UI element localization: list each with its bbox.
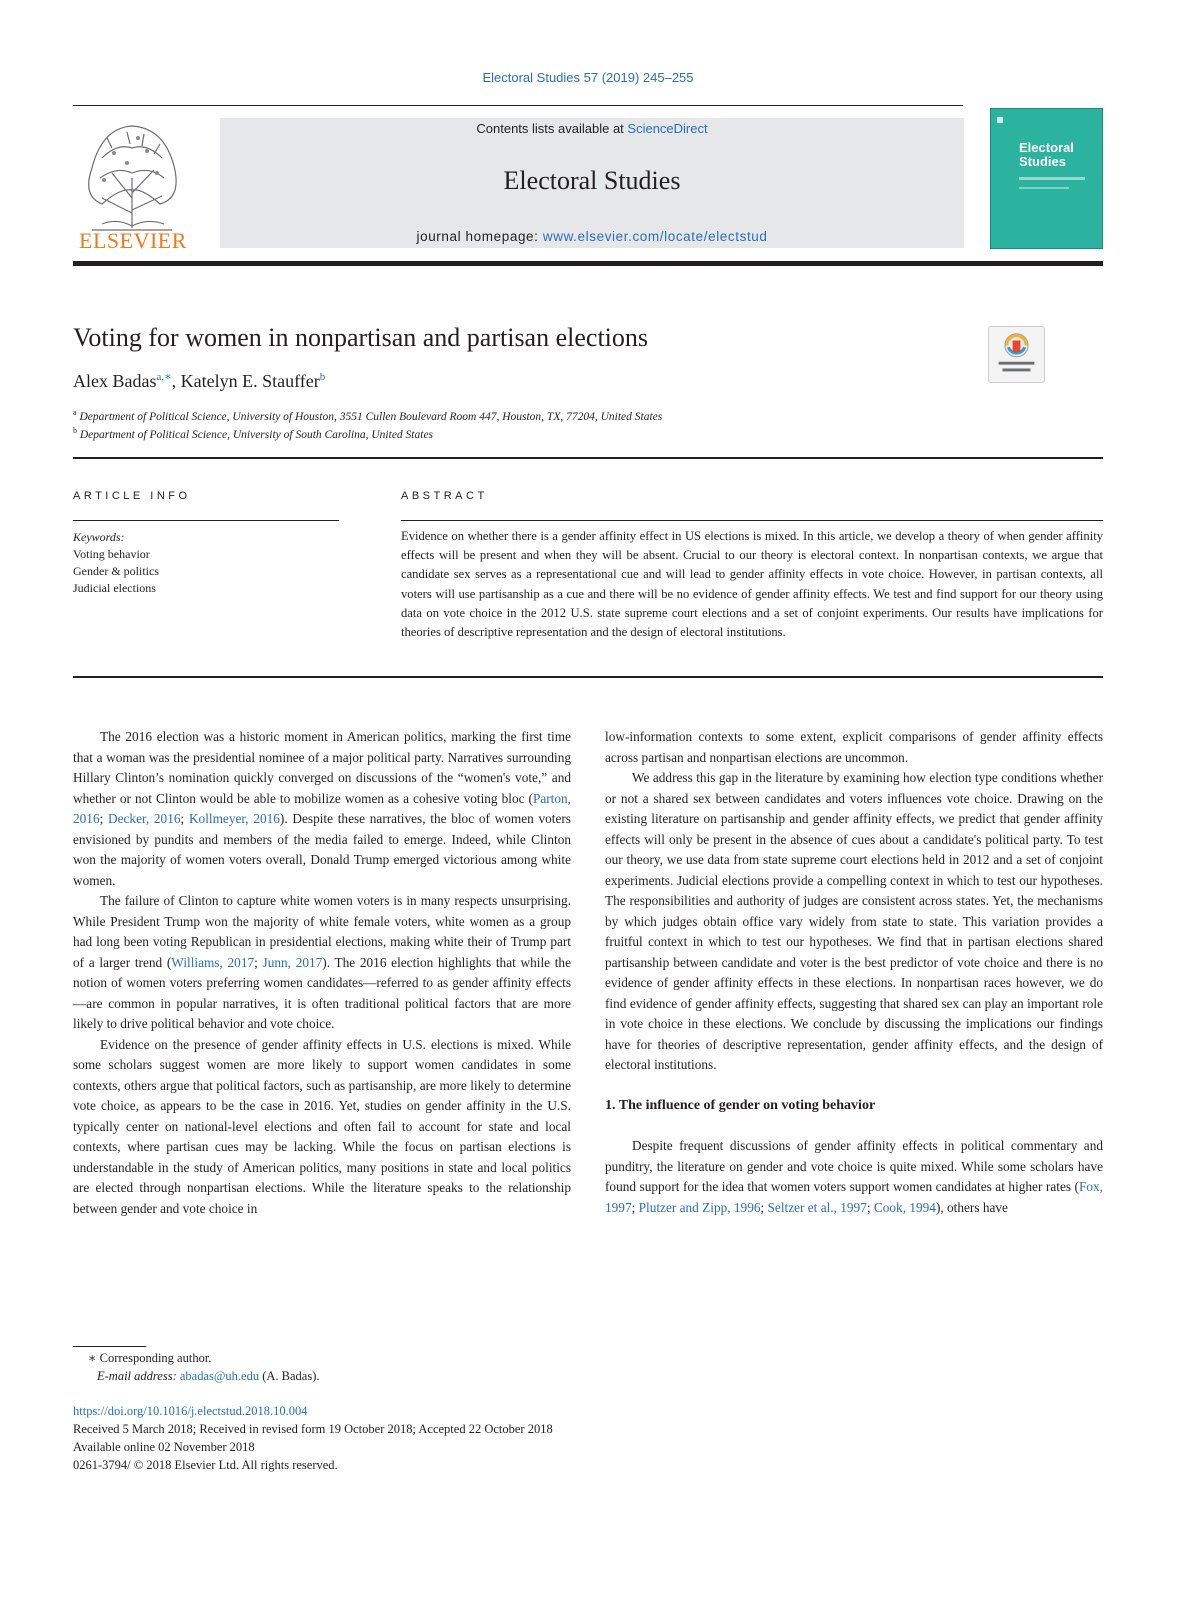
keyword: Judicial elections	[73, 581, 156, 595]
footnote-divider	[73, 1346, 146, 1347]
body-text: ). The 2016 election highlights that while the notion of women voters preferring women candidates—referred to as gender affinity effects—are common in popular narratives, it is often traditional political factors that are more likely to drive political behavior and vote choice.	[73, 954, 571, 1031]
email-label: E-mail address:	[97, 1369, 180, 1383]
cover-mark	[997, 117, 1003, 123]
sciencedirect-link[interactable]: ScienceDirect	[627, 121, 708, 136]
cover-title-line-1: Electoral	[1019, 140, 1074, 155]
author-separator: ,	[171, 371, 181, 391]
abstract-text: Evidence on whether there is a gender affinity effect in US elections is mixed. In this article, we develop a theory of when gender affinity effects will be present and when they will be absent. Crucial to our theory is electoral context. In nonpartisan contexts, we argue that candidate sex serves as a representational cue and will lead to gender affinity effects in vote choice. However, in partisan contexts, all voters will use partisanship as a cue and there will be no evidence of gender affinity effects. We test and find support for our theory using data on vote choice in the 2012 U.S. state supreme court elections and a set of conjoint experiments. Our results have implications for theories of descriptive representation and the design of electoral institutions.	[401, 529, 1103, 640]
keyword: Gender & politics	[73, 564, 159, 578]
homepage-line	[220, 229, 964, 244]
doi-text[interactable]: https://doi.org/10.1016/j.electstud.2018.10.004	[73, 1404, 308, 1418]
body-paragraph: Evidence on the presence of gender affinity effects in U.S. elections is mixed. While some scholars suggest women are more likely to support women candidates in some contexts, others argue that political factors, such as partisanship, are more likely to determine vote choice, as appears to be the case in 2016. Yet, studies on gender affinity in the U.S. typically center on national-level elections and often fail to account for state and local contexts, where partisan cues may be lacking. While the focus on partisan elections is understandable in the study of American politics, many positions in state and local politics are elected through nonpartisan elections. While the literature speaks to the relationship between gender and vote choice in	[73, 1036, 571, 1216]
citation-link[interactable]: Seltzer et al., 1997	[767, 1199, 867, 1215]
body-text: ). Despite these narratives, the bloc of women voters envisioned by pundits and members of the media failed to emerge. Indeed, while Clinton won the majority of women voters overall, Donald Trump emerged victorious among white women.	[73, 811, 571, 888]
author-name[interactable]: Alex Badas	[73, 371, 157, 391]
corresponding-author-note: ∗ Corresponding author.	[88, 1351, 212, 1365]
body-column-right	[605, 727, 1103, 1218]
cover-strip-secondary	[1019, 187, 1069, 189]
available-online: Available online 02 November 2018	[73, 1440, 255, 1454]
section-heading: 1. The influence of gender on voting behavior	[605, 1097, 876, 1113]
email-suffix: (A. Badas).	[259, 1369, 320, 1383]
contents-line	[220, 121, 964, 136]
journal-homepage-link[interactable]: www.elsevier.com/locate/electstud	[542, 229, 768, 244]
body-text: ), others have	[935, 1199, 1008, 1215]
affiliation-marker: a	[73, 408, 77, 417]
citation-link[interactable]: Williams, 2017	[171, 954, 255, 970]
journal-title: Electoral Studies	[503, 166, 681, 195]
title-divider	[73, 457, 1103, 459]
citation-link[interactable]: Parton, 2016	[73, 790, 571, 826]
doi-link[interactable]	[73, 1402, 308, 1420]
email-note	[97, 1369, 319, 1384]
author-marker[interactable]: b	[319, 371, 326, 383]
citation-link[interactable]: Cook, 1994	[873, 1199, 936, 1215]
abstract-bottom-divider	[73, 676, 1103, 678]
header-thick-divider	[73, 261, 1103, 266]
citation-link[interactable]: Junn, 2017	[262, 954, 323, 970]
author-marker[interactable]: a,∗	[156, 371, 172, 383]
homepage-prefix: journal homepage:	[416, 229, 543, 244]
author-name[interactable]: Katelyn E. Stauffer	[180, 371, 320, 391]
body-paragraph: The 2016 election was a historic moment in American politics, marking the first time that a woman was the presidential nominee of a major political party. Narratives surrounding Hillary Clinton’s nomination quickly converged on discussions of the “women's vote,” and whether or not Clinton would be able to mobilize women as a cohesive voting bloc (Parton, 2016; Decker, 2016; Kollmeyer, 2016). Despite these narratives, the bloc of women voters envisioned by pundits and members of the media failed to emerge. Indeed, while Clinton won the majority of women voters overall, Donald Trump emerged victorious among white women.	[73, 729, 571, 888]
body-text: The failure of Clinton to capture white women voters is in many respects unsurprising. While President Trump won the majority of white female voters, white women as a group had long been voting Republican in presidential elections, making white their of Trump part of a larger trend (	[73, 893, 571, 970]
cover-strip	[1019, 177, 1085, 180]
article-info-heading: ARTICLE INFO	[73, 490, 191, 502]
body-paragraph: Despite frequent discussions of gender affinity effects in political commentary and punditry, the literature on gender and vote choice is quite mixed. While some scholars have found support for the idea that women voters support women candidates at higher rates (Fox, 1997; Plutzer and Zipp, 1996; Seltzer et al., 1997; Cook, 1994), others have	[605, 1138, 1103, 1215]
body-paragraph: The failure of Clinton to capture white women voters is in many respects unsurprising. While President Trump won the majority of white female voters, white women as a group had long been voting Republican in presidential elections, making white their of Trump part of a larger trend (Williams, 2017; Junn, 2017). The 2016 election highlights that while the notion of women voters preferring women candidates—referred to as gender affinity effects—are common in popular narratives, it is often traditional political factors that are more likely to drive political behavior and vote choice.	[73, 893, 571, 1031]
article-title: Voting for women in nonpartisan and partisan elections	[73, 323, 649, 352]
contents-prefix: Contents lists available at	[476, 121, 628, 136]
citation-link[interactable]: Plutzer and Zipp, 1996	[638, 1199, 761, 1215]
body-column-left	[73, 727, 571, 1219]
body-text: Despite frequent discussions of gender affinity effects in political commentary and punditry, the literature on gender and vote choice is quite mixed. While some scholars have found support for the idea that women voters support women candidates at higher rates (	[605, 1138, 1103, 1194]
email-link[interactable]: abadas@uh.edu	[179, 1369, 260, 1383]
journal-cover-image	[990, 108, 1103, 249]
copyright-line: 0261-3794/ © 2018 Elsevier Ltd. All rights reserved.	[73, 1458, 338, 1472]
abstract-divider	[401, 520, 1103, 521]
received-dates: Received 5 March 2018; Received in revised form 19 October 2018; Accepted 22 October 2018	[73, 1422, 553, 1436]
author-list	[73, 370, 325, 392]
citation-link[interactable]: Decker, 2016	[108, 811, 181, 826]
article-info-divider	[73, 520, 339, 521]
body-paragraph: We address this gap in the literature by examining how election type conditions whether or not a shared sex between candidates and voters influences vote choice. Drawing on the existing literature on partisanship and gender affinity effects, we predict that gender affinity effects will only be present in the absence of cues about a candidate's political party. To test our theory, we use data from state supreme court elections held in 2012 and a set of conjoint experiments. Judicial elections provide a compelling context in which to test our hypotheses. The responsibilities and authority of judges are consistent across states. Yet, the mechanisms by which judges obtain office vary widely from state to state. This variation provides a fruitful context in which to test our hypotheses. We find that in partisan elections shared partisanship between candidate and voter is the best predictor of vote choice and there is no evidence of gender affinity effects in these elections. In nonpartisan races however, we do find evidence of gender affinity effects, suggesting that shared sex can play an important role in vote choice in these elections. We conclude by discussing the implications our findings have for theories of descriptive representation, gender affinity effects, and the design of electoral institutions.	[605, 770, 1103, 1072]
keywords-block	[73, 529, 159, 597]
abstract-heading: ABSTRACT	[401, 490, 488, 502]
body-paragraph: low-information contexts to some extent, explicit comparisons of gender affinity effects across partisan and nonpartisan elections are uncommon.	[605, 729, 1103, 765]
top-divider	[73, 105, 963, 106]
cover-title-line-2: Studies	[1019, 154, 1066, 169]
publisher-wordmark: ELSEVIER	[79, 228, 187, 253]
journal-citation[interactable]: Electoral Studies 57 (2019) 245–255	[482, 70, 694, 85]
affiliation	[73, 426, 433, 441]
citation-link[interactable]: Fox, 1997	[605, 1179, 1103, 1215]
cover-title	[1019, 141, 1074, 169]
affiliation-marker: b	[73, 426, 77, 435]
keywords-label: Keywords:	[73, 530, 125, 544]
affiliation-text: Department of Political Science, University of Houston, 3551 Cullen Boulevard Room 447, Houston, TX, 77204, United States	[79, 410, 663, 423]
check-for-updates-icon[interactable]	[988, 326, 1045, 383]
citation-link[interactable]: Kollmeyer, 2016	[188, 811, 280, 826]
affiliation	[73, 408, 662, 423]
body-text: The 2016 election was a historic moment in American politics, marking the first time that a woman was the presidential nominee of a major political party. Narratives surrounding Hillary Clinton’s nomination quickly converged on discussions of the “women's vote,” and whether or not Clinton would be able to mobilize women as a cohesive voting bloc (	[73, 729, 571, 806]
affiliation-text: Department of Political Science, University of South Carolina, United States	[79, 428, 434, 441]
keyword: Voting behavior	[73, 547, 150, 561]
